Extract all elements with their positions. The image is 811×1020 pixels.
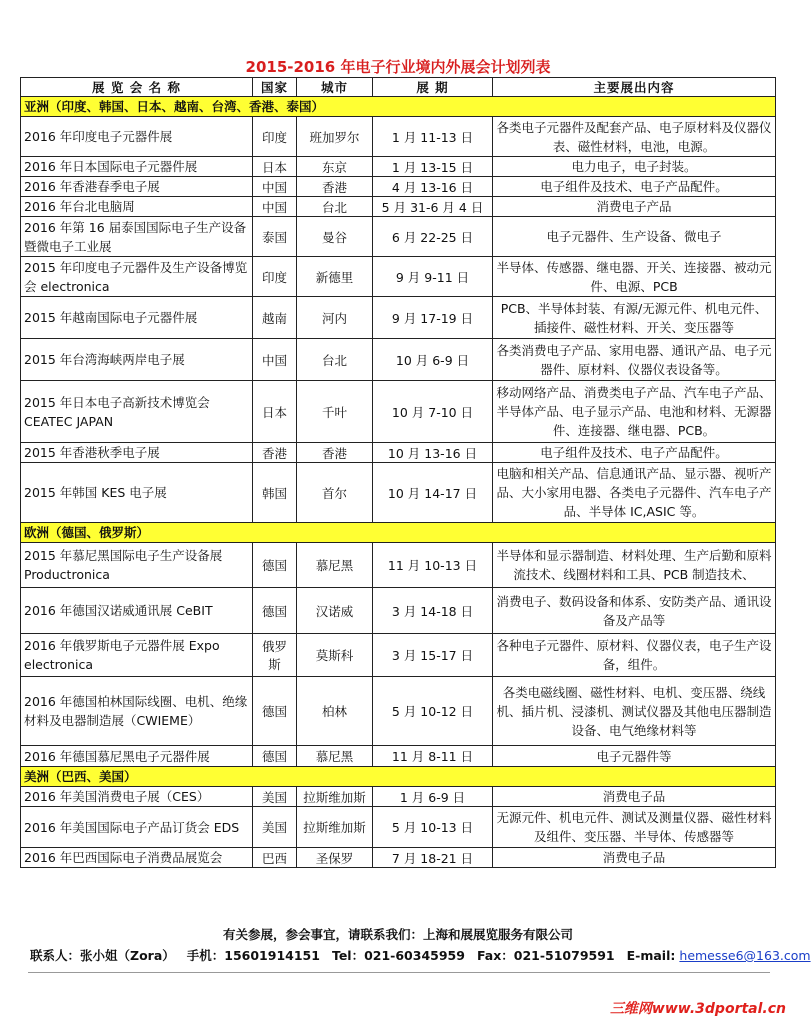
exhibition-city: 拉斯维加斯 <box>297 787 373 807</box>
exhibition-content: 电力电子，电子封装。 <box>493 157 776 177</box>
exhibition-date: 10 月 14-17 日 <box>373 463 493 523</box>
exhibition-date: 11 月 10-13 日 <box>373 543 493 588</box>
exhibition-city: 台北 <box>297 339 373 381</box>
exhibition-country: 印度 <box>253 117 297 157</box>
header-content: 主要展出内容 <box>493 78 776 97</box>
region-label: 亚洲（印度、韩国、日本、越南、台湾、香港、泰国） <box>21 97 776 117</box>
exhibition-date: 1 月 13-15 日 <box>373 157 493 177</box>
exhibition-city: 台北 <box>297 197 373 217</box>
exhibition-content: 各类电子元器件及配套产品、电子原材料及仪器仪表、磁性材料，电池，电源。 <box>493 117 776 157</box>
exhibition-name: 2016 年德国汉诺威通讯展 CeBIT <box>21 588 253 634</box>
header-date: 展 期 <box>373 78 493 97</box>
exhibition-content: 无源元件、机电元件、测试及测量仪器、磁性材料及组件、变压器、半导体、传感器等 <box>493 807 776 848</box>
exhibition-name: 2016 年德国慕尼黑电子元器件展 <box>21 746 253 767</box>
exhibition-city: 首尔 <box>297 463 373 523</box>
exhibition-content: 电子组件及技术、电子产品配件。 <box>493 177 776 197</box>
header-name: 展 览 会 名 称 <box>21 78 253 97</box>
exhibition-country: 中国 <box>253 197 297 217</box>
exhibition-date: 11 月 8-11 日 <box>373 746 493 767</box>
exhibition-city: 莫斯科 <box>297 634 373 677</box>
contact-email-link[interactable]: hemesse6@163.com <box>679 948 811 963</box>
exhibition-date: 1 月 6-9 日 <box>373 787 493 807</box>
footer-contact-details <box>30 946 811 964</box>
exhibition-date: 1 月 11-13 日 <box>373 117 493 157</box>
exhibition-country: 德国 <box>253 746 297 767</box>
table-row <box>21 297 776 339</box>
exhibition-date: 3 月 14-18 日 <box>373 588 493 634</box>
exhibition-name: 2016 年第 16 届泰国国际电子生产设备暨微电子工业展 <box>21 217 253 257</box>
exhibition-name: 2016 年美国消费电子展（CES） <box>21 787 253 807</box>
exhibition-country: 泰国 <box>253 217 297 257</box>
exhibition-country: 印度 <box>253 257 297 297</box>
exhibition-city: 香港 <box>297 443 373 463</box>
table-body <box>21 97 776 868</box>
exhibition-date: 4 月 13-16 日 <box>373 177 493 197</box>
exhibition-country: 韩国 <box>253 463 297 523</box>
exhibition-date: 5 月 31-6 月 4 日 <box>373 197 493 217</box>
region-row <box>21 767 776 787</box>
exhibition-name: 2016 年日本国际电子元器件展 <box>21 157 253 177</box>
exhibition-country: 日本 <box>253 157 297 177</box>
exhibition-country: 香港 <box>253 443 297 463</box>
exhibition-name: 2015 年慕尼黑国际电子生产设备展 Productronica <box>21 543 253 588</box>
exhibition-content: 消费电子品 <box>493 787 776 807</box>
watermark-logo: 三维网www.3dportal.cn <box>609 1001 786 1017</box>
table-row <box>21 381 776 443</box>
exhibition-country: 美国 <box>253 807 297 848</box>
table-row <box>21 177 776 197</box>
exhibition-content: 半导体和显示器制造、材料处理、生产后勤和原料流技术、线圈材料和工具、PCB 制造技术、 <box>493 543 776 588</box>
exhibition-country: 俄罗斯 <box>253 634 297 677</box>
table-header-row <box>21 78 776 97</box>
exhibition-country: 日本 <box>253 381 297 443</box>
exhibition-name: 2015 年台湾海峡两岸电子展 <box>21 339 253 381</box>
exhibition-city: 班加罗尔 <box>297 117 373 157</box>
exhibition-date: 3 月 15-17 日 <box>373 634 493 677</box>
exhibition-content: 各种电子元器件、原材料、仪器仪表，电子生产设备，组件。 <box>493 634 776 677</box>
exhibition-city: 圣保罗 <box>297 848 373 868</box>
contact-fax: Fax：021-51079591 <box>476 948 615 963</box>
region-label: 美洲（巴西、美国） <box>21 767 776 787</box>
table-row <box>21 634 776 677</box>
contact-email-label: E-mail: <box>626 948 676 963</box>
exhibition-name: 2016 年德国柏林国际线圈、电机、绝缘材料及电器制造展（CWIEME） <box>21 677 253 746</box>
exhibition-city: 东京 <box>297 157 373 177</box>
exhibition-country: 美国 <box>253 787 297 807</box>
exhibition-content: 各类消费电子产品、家用电器、通讯产品、电子元器件、原材料、仪器仪表设备等。 <box>493 339 776 381</box>
table-row <box>21 746 776 767</box>
exhibition-city: 慕尼黑 <box>297 746 373 767</box>
exhibition-content: 消费电子品 <box>493 848 776 868</box>
exhibition-city: 香港 <box>297 177 373 197</box>
contact-person: 联系人：张小姐（Zora） <box>30 948 175 963</box>
exhibition-content: 电脑和相关产品、信息通讯产品、显示器、视听产品、大小家用电器、各类电子元器件、汽车电子产品、半导体 IC,ASIC 等。 <box>493 463 776 523</box>
exhibition-country: 中国 <box>253 177 297 197</box>
exhibition-city: 汉诺威 <box>297 588 373 634</box>
exhibition-table <box>20 77 776 868</box>
header-city: 城市 <box>297 78 373 97</box>
exhibition-city: 河内 <box>297 297 373 339</box>
exhibition-content: PCB、半导体封装、有源/无源元件、机电元件、插接件、磁性材料、开关、变压器等 <box>493 297 776 339</box>
exhibition-date: 5 月 10-12 日 <box>373 677 493 746</box>
exhibition-content: 电子元器件等 <box>493 746 776 767</box>
exhibition-country: 德国 <box>253 677 297 746</box>
exhibition-name: 2016 年巴西国际电子消费品展览会 <box>21 848 253 868</box>
contact-mobile: 手机：15601914151 <box>186 948 320 963</box>
exhibition-country: 中国 <box>253 339 297 381</box>
exhibition-content: 各类电磁线圈、磁性材料、电机、变压器、绕线机、插片机、浸漆机、测试仪器及其他电压器制造设备、电气绝缘材料等 <box>493 677 776 746</box>
exhibition-date: 9 月 9-11 日 <box>373 257 493 297</box>
table-row <box>21 463 776 523</box>
exhibition-country: 越南 <box>253 297 297 339</box>
table-row <box>21 787 776 807</box>
exhibition-name: 2015 年日本电子高新技术博览会 CEATEC JAPAN <box>21 381 253 443</box>
exhibition-name: 2016 年美国国际电子产品订货会 EDS <box>21 807 253 848</box>
table-row <box>21 339 776 381</box>
exhibition-name: 2016 年台北电脑周 <box>21 197 253 217</box>
footer-contact-company: 有关参展，参会事宜，请联系我们：上海和展展览服务有限公司 <box>222 927 573 942</box>
table-row <box>21 443 776 463</box>
exhibition-content: 电子组件及技术、电子产品配件。 <box>493 443 776 463</box>
region-row <box>21 97 776 117</box>
exhibition-name: 2015 年韩国 KES 电子展 <box>21 463 253 523</box>
exhibition-date: 10 月 6-9 日 <box>373 339 493 381</box>
table-row <box>21 543 776 588</box>
exhibition-country: 巴西 <box>253 848 297 868</box>
exhibition-city: 新德里 <box>297 257 373 297</box>
table-row <box>21 157 776 177</box>
exhibition-content: 消费电子、数码设备和体系、安防类产品、通讯设备及产品等 <box>493 588 776 634</box>
exhibition-date: 6 月 22-25 日 <box>373 217 493 257</box>
exhibition-name: 2016 年印度电子元器件展 <box>21 117 253 157</box>
exhibition-country: 德国 <box>253 543 297 588</box>
exhibition-name: 2016 年香港春季电子展 <box>21 177 253 197</box>
exhibition-name: 2015 年香港秋季电子展 <box>21 443 253 463</box>
table-row <box>21 848 776 868</box>
exhibition-date: 9 月 17-19 日 <box>373 297 493 339</box>
exhibition-city: 慕尼黑 <box>297 543 373 588</box>
region-row <box>21 523 776 543</box>
table-row <box>21 197 776 217</box>
table-row <box>21 677 776 746</box>
exhibition-date: 7 月 18-21 日 <box>373 848 493 868</box>
exhibition-date: 10 月 7-10 日 <box>373 381 493 443</box>
table-row <box>21 588 776 634</box>
contact-tel: Tel：021-60345959 <box>331 948 465 963</box>
exhibition-country: 德国 <box>253 588 297 634</box>
exhibition-name: 2015 年越南国际电子元器件展 <box>21 297 253 339</box>
exhibition-content: 移动网络产品、消费类电子产品、汽车电子产品、半导体产品、电子显示产品、电池和材料、无源器件、连接器、继电器、PCB。 <box>493 381 776 443</box>
exhibition-city: 曼谷 <box>297 217 373 257</box>
region-label: 欧洲（德国、俄罗斯） <box>21 523 776 543</box>
table-row <box>21 257 776 297</box>
footer-divider <box>28 972 770 973</box>
exhibition-name: 2016 年俄罗斯电子元器件展 Expo electronica <box>21 634 253 677</box>
header-country: 国家 <box>253 78 297 97</box>
table-row <box>21 217 776 257</box>
exhibition-content: 消费电子产品 <box>493 197 776 217</box>
exhibition-content: 半导体、传感器、继电器、开关、连接器、被动元件、电源、PCB <box>493 257 776 297</box>
page-title: 2015-2016 年电子行业境内外展会计划列表 <box>245 58 551 76</box>
exhibition-city: 千叶 <box>297 381 373 443</box>
table-row <box>21 117 776 157</box>
exhibition-content: 电子元器件、生产设备、微电子 <box>493 217 776 257</box>
exhibition-city: 拉斯维加斯 <box>297 807 373 848</box>
exhibition-date: 10 月 13-16 日 <box>373 443 493 463</box>
exhibition-name: 2015 年印度电子元器件及生产设备博览会 electronica <box>21 257 253 297</box>
exhibition-date: 5 月 10-13 日 <box>373 807 493 848</box>
table-row <box>21 807 776 848</box>
exhibition-city: 柏林 <box>297 677 373 746</box>
